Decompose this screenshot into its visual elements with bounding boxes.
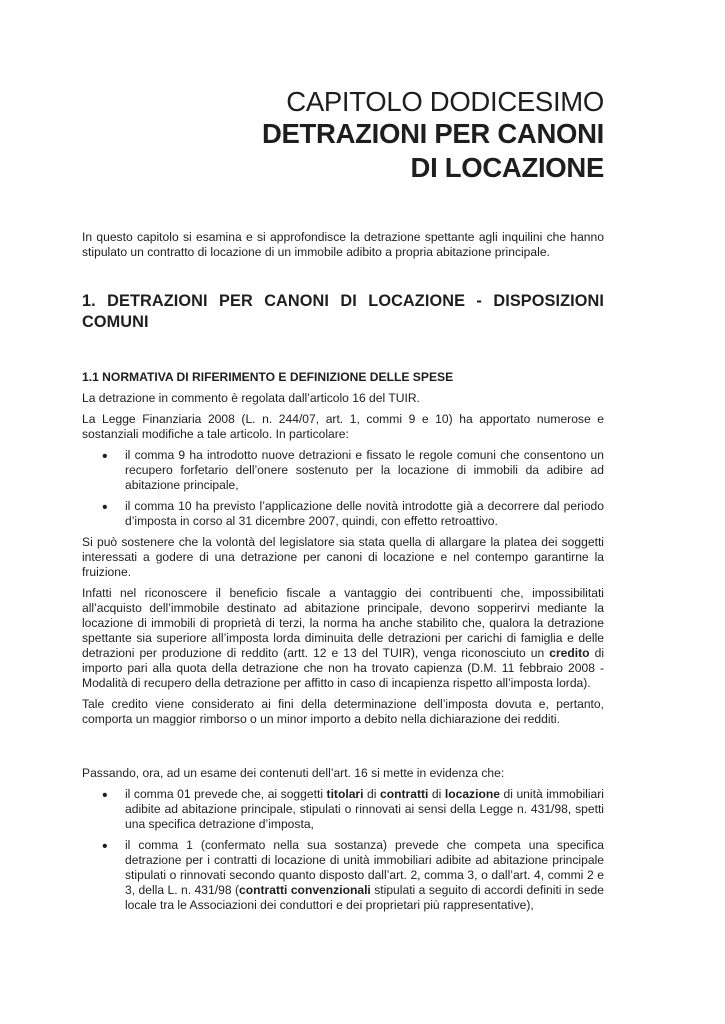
list-item: [82, 499, 604, 529]
list-item: [82, 838, 604, 913]
paragraph-2: La Legge Finanziaria 2008 (L. n. 244/07, art. 1, commi 9 e 10) ha apportato numerose e sostanziali modifiche a tale articolo. In particolare:: [82, 412, 604, 441]
text-run: di unità immobiliari adibite ad abitazione principale, stipulati o rinnovati ai sensi della Legge n. 431/98, spetti una specifica detrazione d’imposta,: [125, 787, 604, 831]
bullet-glyph: •: [102, 448, 108, 465]
bullet-glyph: •: [102, 499, 108, 516]
list-item-text: il comma 9 ha introdotto nuove detrazioni e fissato le regole comuni che consentono un recupero forfetario dell’onere sostenuto per la locazione di immobili da adibire ad abitazione principale,: [125, 448, 604, 492]
chapter-title-line2: DI LOCAZIONE: [410, 152, 604, 183]
section-heading: 1. DETRAZIONI PER CANONI DI LOCAZIONE - DISPOSIZIONI COMUNI: [82, 292, 604, 331]
list-item: [82, 448, 604, 493]
text-run: di: [363, 787, 380, 801]
text-run: il comma 01 prevede che, ai soggetti: [125, 787, 327, 801]
bold-run: contratti convenzionali: [239, 883, 371, 897]
bold-run: contratti: [380, 787, 429, 801]
section-body-continued: [82, 766, 604, 913]
paragraph-1: La detrazione in commento è regolata dall’articolo 16 del TUIR.: [82, 391, 420, 405]
paragraph-5: Tale credito viene considerato ai fini della determinazione dell’imposta dovuta e, pertanto, comporta un maggior rimborso o un minor importo a debito nella dichiarazione dei redditi.: [82, 697, 604, 726]
chapter-title-line1: DETRAZIONI PER CANONI: [261, 118, 604, 149]
bold-run: titolari: [326, 787, 364, 801]
chapter-header: [82, 86, 604, 185]
bold-run: locazione: [444, 787, 500, 801]
section-body: [82, 391, 604, 727]
intro-text: In questo capitolo si esamina e si approfondisce la detrazione spettante agli inquilini che hanno stipulato un contratto di locazione di un immobile adibito a propria abitazione principale.: [82, 230, 604, 259]
list-item-text: [125, 787, 604, 832]
list-item: [82, 787, 604, 832]
paragraph-3: Si può sostenere che la volontà del legislatore sia stata quella di allargare la platea dei soggetti interessati a godere di una detrazione per canoni di locazione e nel contempo garantirne la fruizione.: [82, 535, 604, 579]
chapter-number: CAPITOLO DODICESIMO: [286, 86, 604, 117]
list-item-text: [125, 838, 604, 913]
text-run: il comma 1 (confermato nella sua sostanza) prevede che competa una specifica detrazione per i contratti di locazione di unità immobiliari adibite ad abitazione principale stipulati o rinnovati secondo quanto disposto dall’art. 2, comma 3, o dall’art. 4, commi 2 e 3, della L. n. 431/98 (: [125, 838, 604, 897]
paragraph-6: Passando, ora, ad un esame dei contenuti dell’art. 16 si mette in evidenza che:: [82, 766, 505, 780]
paragraph-4-bold: credito: [549, 646, 590, 660]
paragraph-4-text-b: di importo pari alla quota della detrazione che non ha trovato capienza (D.M. 11 febbraio 2008 - Modalità di recupero della detrazione per affitto in caso di incapienza rispetto all’imposta lorda).: [82, 646, 605, 690]
paragraph-4: [82, 586, 604, 691]
bullet-glyph: •: [102, 838, 108, 855]
bullet-glyph: •: [102, 787, 108, 804]
text-run: stipulati a seguito di accordi definiti in sede locale tra le Associazioni dei conduttori e dei proprietari più rappresentative),: [125, 883, 604, 912]
paragraph-4-text-a: Infatti nel riconoscere il beneficio fiscale a vantaggio dei contribuenti che, impossibilitati all’acquisto dell’immobile destinato ad abitazione principale, devono sopperirvi mediante la locazione di immobili di proprietà di terzi, la norma ha anche stabilito che, qualora la detrazione spettante sia superiore all’imposta lorda diminuita delle detrazioni per carichi di famiglia e delle detrazioni per produzione di reddito (artt. 12 e 13 del TUIR), venga riconosciuto un: [82, 586, 604, 660]
list-item-text: il comma 10 ha previsto l’applicazione delle novità introdotte già a decorrere dal periodo d’imposta in corso al 31 dicembre 2007, quindi, con effetto retroattivo.: [125, 499, 604, 528]
intro-paragraph: [82, 230, 604, 260]
text-run: di: [428, 787, 445, 801]
subsection-heading: 1.1 NORMATIVA DI RIFERIMENTO E DEFINIZIONE DELLE SPESE: [82, 370, 454, 384]
